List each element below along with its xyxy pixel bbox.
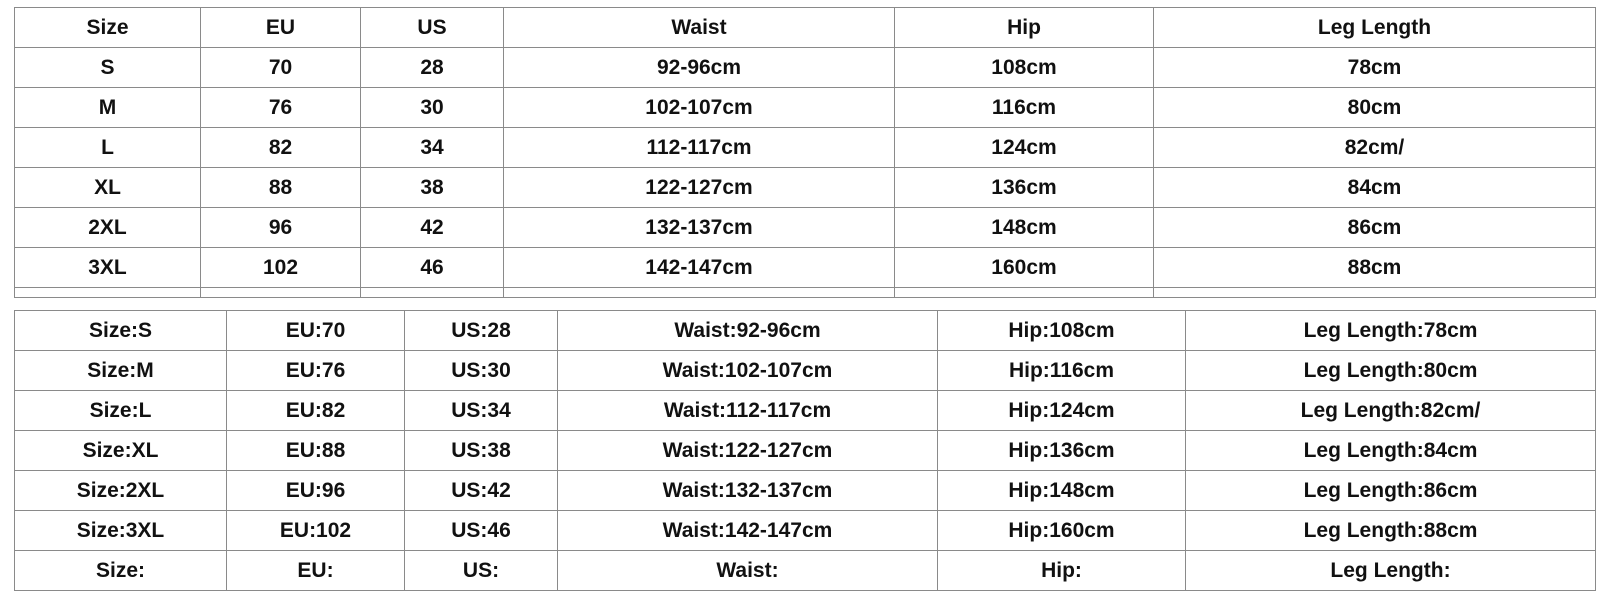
column-header-waist: Waist <box>504 8 895 48</box>
cell-waist: Waist:142-147cm <box>558 511 938 551</box>
empty-cell <box>15 288 201 298</box>
cell-size: Size:L <box>15 391 227 431</box>
cell-eu: EU:76 <box>227 351 405 391</box>
cell-hip: 124cm <box>895 128 1154 168</box>
cell-hip: 148cm <box>895 208 1154 248</box>
cell-eu: 88 <box>201 168 361 208</box>
cell-hip: Hip:108cm <box>938 311 1186 351</box>
cell-size: S <box>15 48 201 88</box>
cell-eu: EU:102 <box>227 511 405 551</box>
cell-waist: 132-137cm <box>504 208 895 248</box>
cell-hip: Hip:116cm <box>938 351 1186 391</box>
cell-hip: Hip:136cm <box>938 431 1186 471</box>
cell-us: US:30 <box>405 351 558 391</box>
cell-eu: EU:70 <box>227 311 405 351</box>
cell-hip: 108cm <box>895 48 1154 88</box>
table-row <box>15 351 1596 391</box>
cell-leg-length: Leg Length: <box>1186 551 1596 591</box>
cell-size: Size:M <box>15 351 227 391</box>
cell-leg-length: Leg Length:80cm <box>1186 351 1596 391</box>
column-header-us: US <box>361 8 504 48</box>
table-header-row <box>15 8 1596 48</box>
cell-hip: Hip:148cm <box>938 471 1186 511</box>
cell-leg-length: Leg Length:86cm <box>1186 471 1596 511</box>
empty-cell <box>504 288 895 298</box>
cell-hip: 136cm <box>895 168 1154 208</box>
cell-us: US:34 <box>405 391 558 431</box>
cell-us: US:46 <box>405 511 558 551</box>
cell-waist: 92-96cm <box>504 48 895 88</box>
cell-eu: 76 <box>201 88 361 128</box>
cell-size: 2XL <box>15 208 201 248</box>
cell-size: 3XL <box>15 248 201 288</box>
size-chart-table-top <box>14 7 1596 298</box>
cell-hip: Hip: <box>938 551 1186 591</box>
cell-waist: Waist:102-107cm <box>558 351 938 391</box>
cell-us: 30 <box>361 88 504 128</box>
size-chart-table-bottom <box>14 310 1596 591</box>
table-row <box>15 311 1596 351</box>
cell-waist: Waist: <box>558 551 938 591</box>
table-row <box>15 391 1596 431</box>
cell-waist: Waist:112-117cm <box>558 391 938 431</box>
empty-cell <box>895 288 1154 298</box>
cell-leg-length: 80cm <box>1154 88 1596 128</box>
cell-hip: 160cm <box>895 248 1154 288</box>
cell-hip: 116cm <box>895 88 1154 128</box>
cell-us: US: <box>405 551 558 591</box>
cell-leg-length: Leg Length:78cm <box>1186 311 1596 351</box>
cell-size: Size:3XL <box>15 511 227 551</box>
column-header-eu: EU <box>201 8 361 48</box>
cell-eu: 70 <box>201 48 361 88</box>
table-row-blank-template <box>15 551 1596 591</box>
column-header-leg-length: Leg Length <box>1154 8 1596 48</box>
cell-waist: Waist:132-137cm <box>558 471 938 511</box>
cell-us: 46 <box>361 248 504 288</box>
cell-us: US:38 <box>405 431 558 471</box>
column-header-hip: Hip <box>895 8 1154 48</box>
cell-eu: EU:88 <box>227 431 405 471</box>
table-row <box>15 248 1596 288</box>
cell-size: Size:2XL <box>15 471 227 511</box>
cell-hip: Hip:124cm <box>938 391 1186 431</box>
cell-waist: Waist:92-96cm <box>558 311 938 351</box>
cell-us: 38 <box>361 168 504 208</box>
empty-cell <box>361 288 504 298</box>
cell-waist: 142-147cm <box>504 248 895 288</box>
cell-us: US:42 <box>405 471 558 511</box>
cell-leg-length: Leg Length:88cm <box>1186 511 1596 551</box>
cell-leg-length: 86cm <box>1154 208 1596 248</box>
empty-row <box>15 288 1596 298</box>
cell-leg-length: 84cm <box>1154 168 1596 208</box>
cell-eu: 82 <box>201 128 361 168</box>
table-row <box>15 88 1596 128</box>
cell-leg-length: 82cm/ <box>1154 128 1596 168</box>
cell-leg-length: Leg Length:84cm <box>1186 431 1596 471</box>
cell-us: 34 <box>361 128 504 168</box>
table-row <box>15 128 1596 168</box>
cell-waist: 122-127cm <box>504 168 895 208</box>
table-row <box>15 471 1596 511</box>
table-row <box>15 48 1596 88</box>
cell-us: US:28 <box>405 311 558 351</box>
cell-size: Size:XL <box>15 431 227 471</box>
cell-size: Size:S <box>15 311 227 351</box>
table-row <box>15 208 1596 248</box>
cell-us: 42 <box>361 208 504 248</box>
table-row <box>15 168 1596 208</box>
cell-size: Size: <box>15 551 227 591</box>
cell-eu: 102 <box>201 248 361 288</box>
cell-leg-length: 78cm <box>1154 48 1596 88</box>
cell-waist: Waist:122-127cm <box>558 431 938 471</box>
cell-us: 28 <box>361 48 504 88</box>
cell-size: XL <box>15 168 201 208</box>
cell-eu: EU:96 <box>227 471 405 511</box>
table-row <box>15 511 1596 551</box>
cell-size: M <box>15 88 201 128</box>
empty-cell <box>201 288 361 298</box>
cell-leg-length: 88cm <box>1154 248 1596 288</box>
cell-waist: 102-107cm <box>504 88 895 128</box>
column-header-size: Size <box>15 8 201 48</box>
empty-cell <box>1154 288 1596 298</box>
table-row <box>15 431 1596 471</box>
cell-hip: Hip:160cm <box>938 511 1186 551</box>
cell-eu: EU: <box>227 551 405 591</box>
cell-waist: 112-117cm <box>504 128 895 168</box>
cell-size: L <box>15 128 201 168</box>
cell-eu: EU:82 <box>227 391 405 431</box>
cell-leg-length: Leg Length:82cm/ <box>1186 391 1596 431</box>
cell-eu: 96 <box>201 208 361 248</box>
